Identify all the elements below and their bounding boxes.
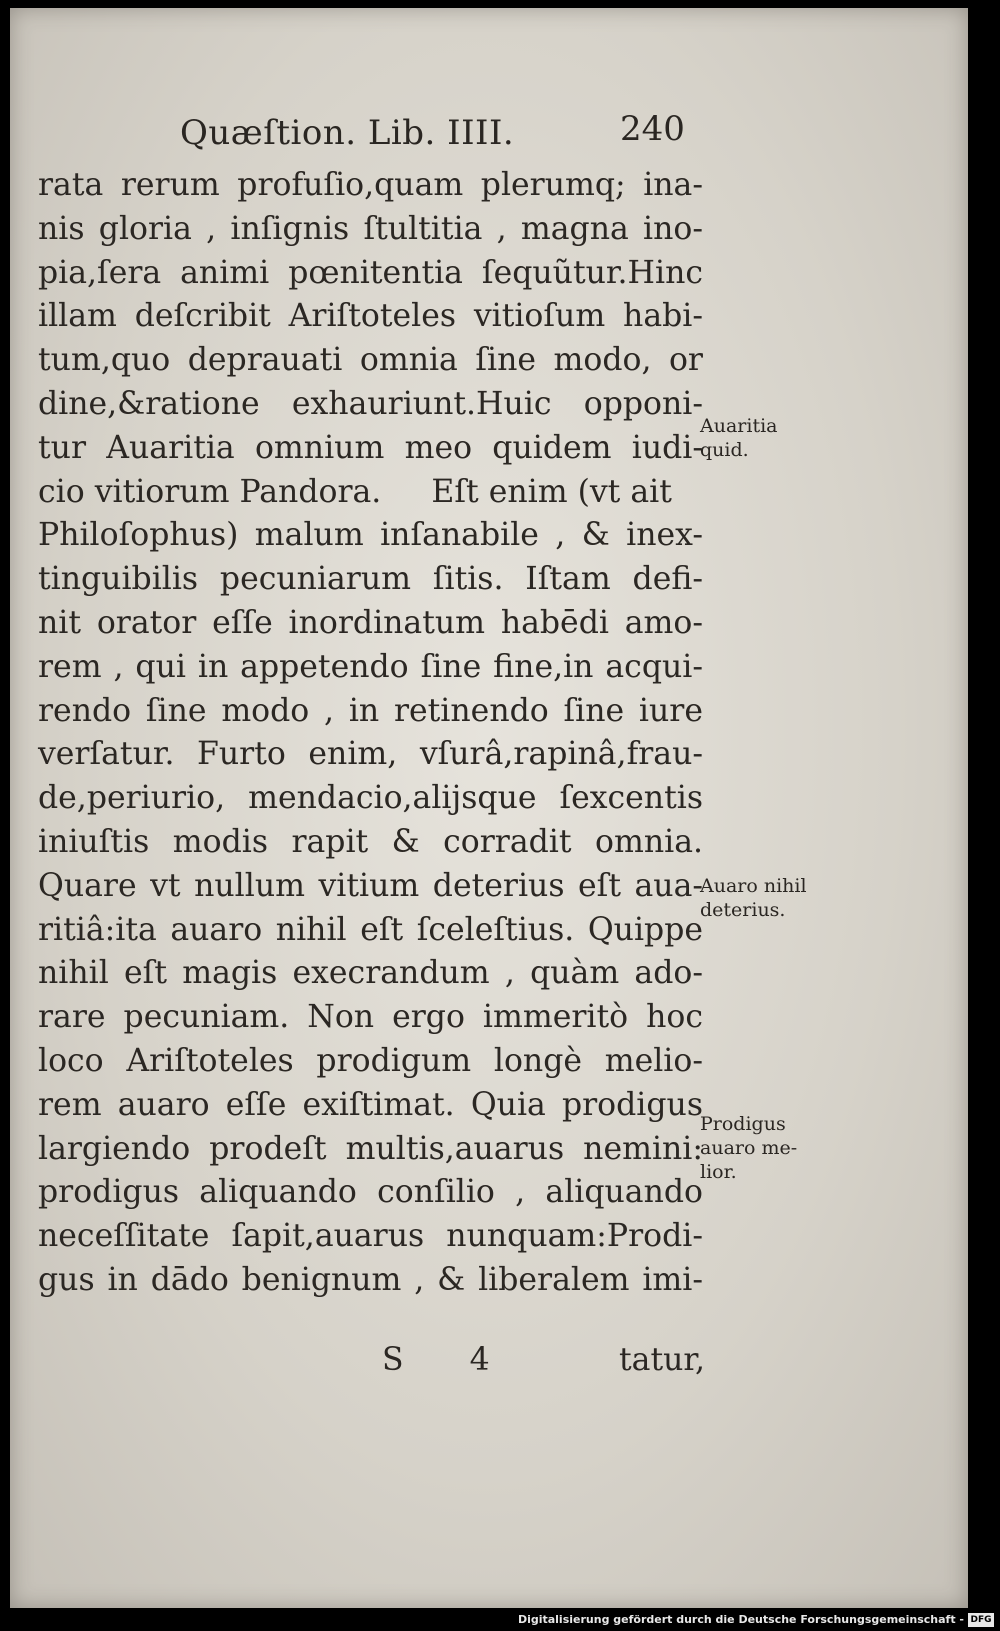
text-line: cio vitiorum Pandora. Eſt enim (vt ait [38, 473, 672, 510]
page-number: 240 [620, 109, 685, 149]
text-line: rem auaro eſſe exiſtimat. Quia prodigus [38, 1086, 703, 1123]
catchword: tatur, [619, 1342, 705, 1378]
text-line: Quare vt nullum vitium deterius eſt aua- [38, 867, 703, 904]
text-line: neceſſitate ſapit,auarus nunquam:Prodi- [38, 1218, 703, 1255]
body-text [38, 164, 703, 1303]
margin-note-prodigus [700, 1112, 797, 1184]
funding-credit: Digitalisierung gefördert durch die Deutsche Forschungsgemeinschaft - [517, 1613, 964, 1626]
text-line: rare pecuniam. Non ergo immeritò hoc [38, 999, 703, 1036]
margin-note-line: quid. [700, 439, 749, 461]
catchline [40, 1342, 705, 1386]
text-line: tum,quo deprauati omnia ſine modo, or [38, 342, 703, 379]
margin-note-line: lior. [700, 1161, 737, 1183]
text-line: gus in dādo benignum , & liberalem imi- [38, 1261, 703, 1298]
text-line: rendo ſine modo , in retinendo ſine iure [38, 692, 703, 729]
text-line: nihil eſt magis execrandum , quàm ado- [38, 955, 703, 992]
text-line: Philoſophus) malum inſanabile , & inex- [38, 517, 703, 554]
dfg-logo: DFG [968, 1613, 994, 1627]
text-line: pia,ſera animi pœnitentia ſequũtur.Hinc [38, 254, 703, 291]
text-line: ritiâ:ita auaro nihil eſt ſceleſtius. Quippe [38, 911, 703, 948]
text-line: tinguibilis pecuniarum ſitis. Iſtam defi- [38, 561, 703, 598]
text-line: largiendo prodeſt multis,auarus nemini: [38, 1130, 703, 1167]
text-line: nit orator eſſe inordinatum habēdi amo- [38, 604, 703, 641]
text-line: illam deſcribit Ariſtoteles vitioſum habi- [38, 298, 703, 335]
margin-note-line: Auaritia [700, 415, 778, 437]
margin-note-auaro [700, 874, 807, 922]
margin-note-auaritia [700, 414, 777, 462]
text-line: loco Ariſtoteles prodigum longè melio- [38, 1042, 703, 1079]
margin-note-line: auaro me- [700, 1137, 798, 1159]
text-line: nis gloria , inſignis ſtultitia , magna ino- [38, 210, 703, 247]
signature-mark: S 4 [382, 1342, 518, 1378]
text-line: prodigus aliquando conſilio , aliquando [38, 1174, 703, 1211]
margin-note-line: deterius. [700, 899, 786, 921]
text-line: rata rerum profuſio,quam plerumq; ina- [38, 167, 703, 203]
margin-note-line: Prodigus [700, 1113, 786, 1135]
text-line: de,periurio, mendacio,alijsque ſexcentis [38, 780, 703, 817]
footer-bar [0, 1610, 1000, 1631]
scanned-page [10, 8, 968, 1608]
text-line: verſatur. Furto enim, vſurâ,rapinâ,frau- [38, 736, 703, 773]
running-title: Quæſtion. Lib. IIII. [180, 113, 515, 153]
text-line: tur Auaritia omnium meo quidem iudi- [38, 429, 703, 466]
text-line: dine,&ratione exhauriunt.Huic opponi- [38, 385, 703, 422]
text-line: iniuſtis modis rapit & corradit omnia. [38, 823, 703, 860]
text-line: rem , qui in appetendo ſine fine,in acqui- [38, 648, 703, 685]
margin-note-line: Auaro nihil [700, 875, 807, 897]
